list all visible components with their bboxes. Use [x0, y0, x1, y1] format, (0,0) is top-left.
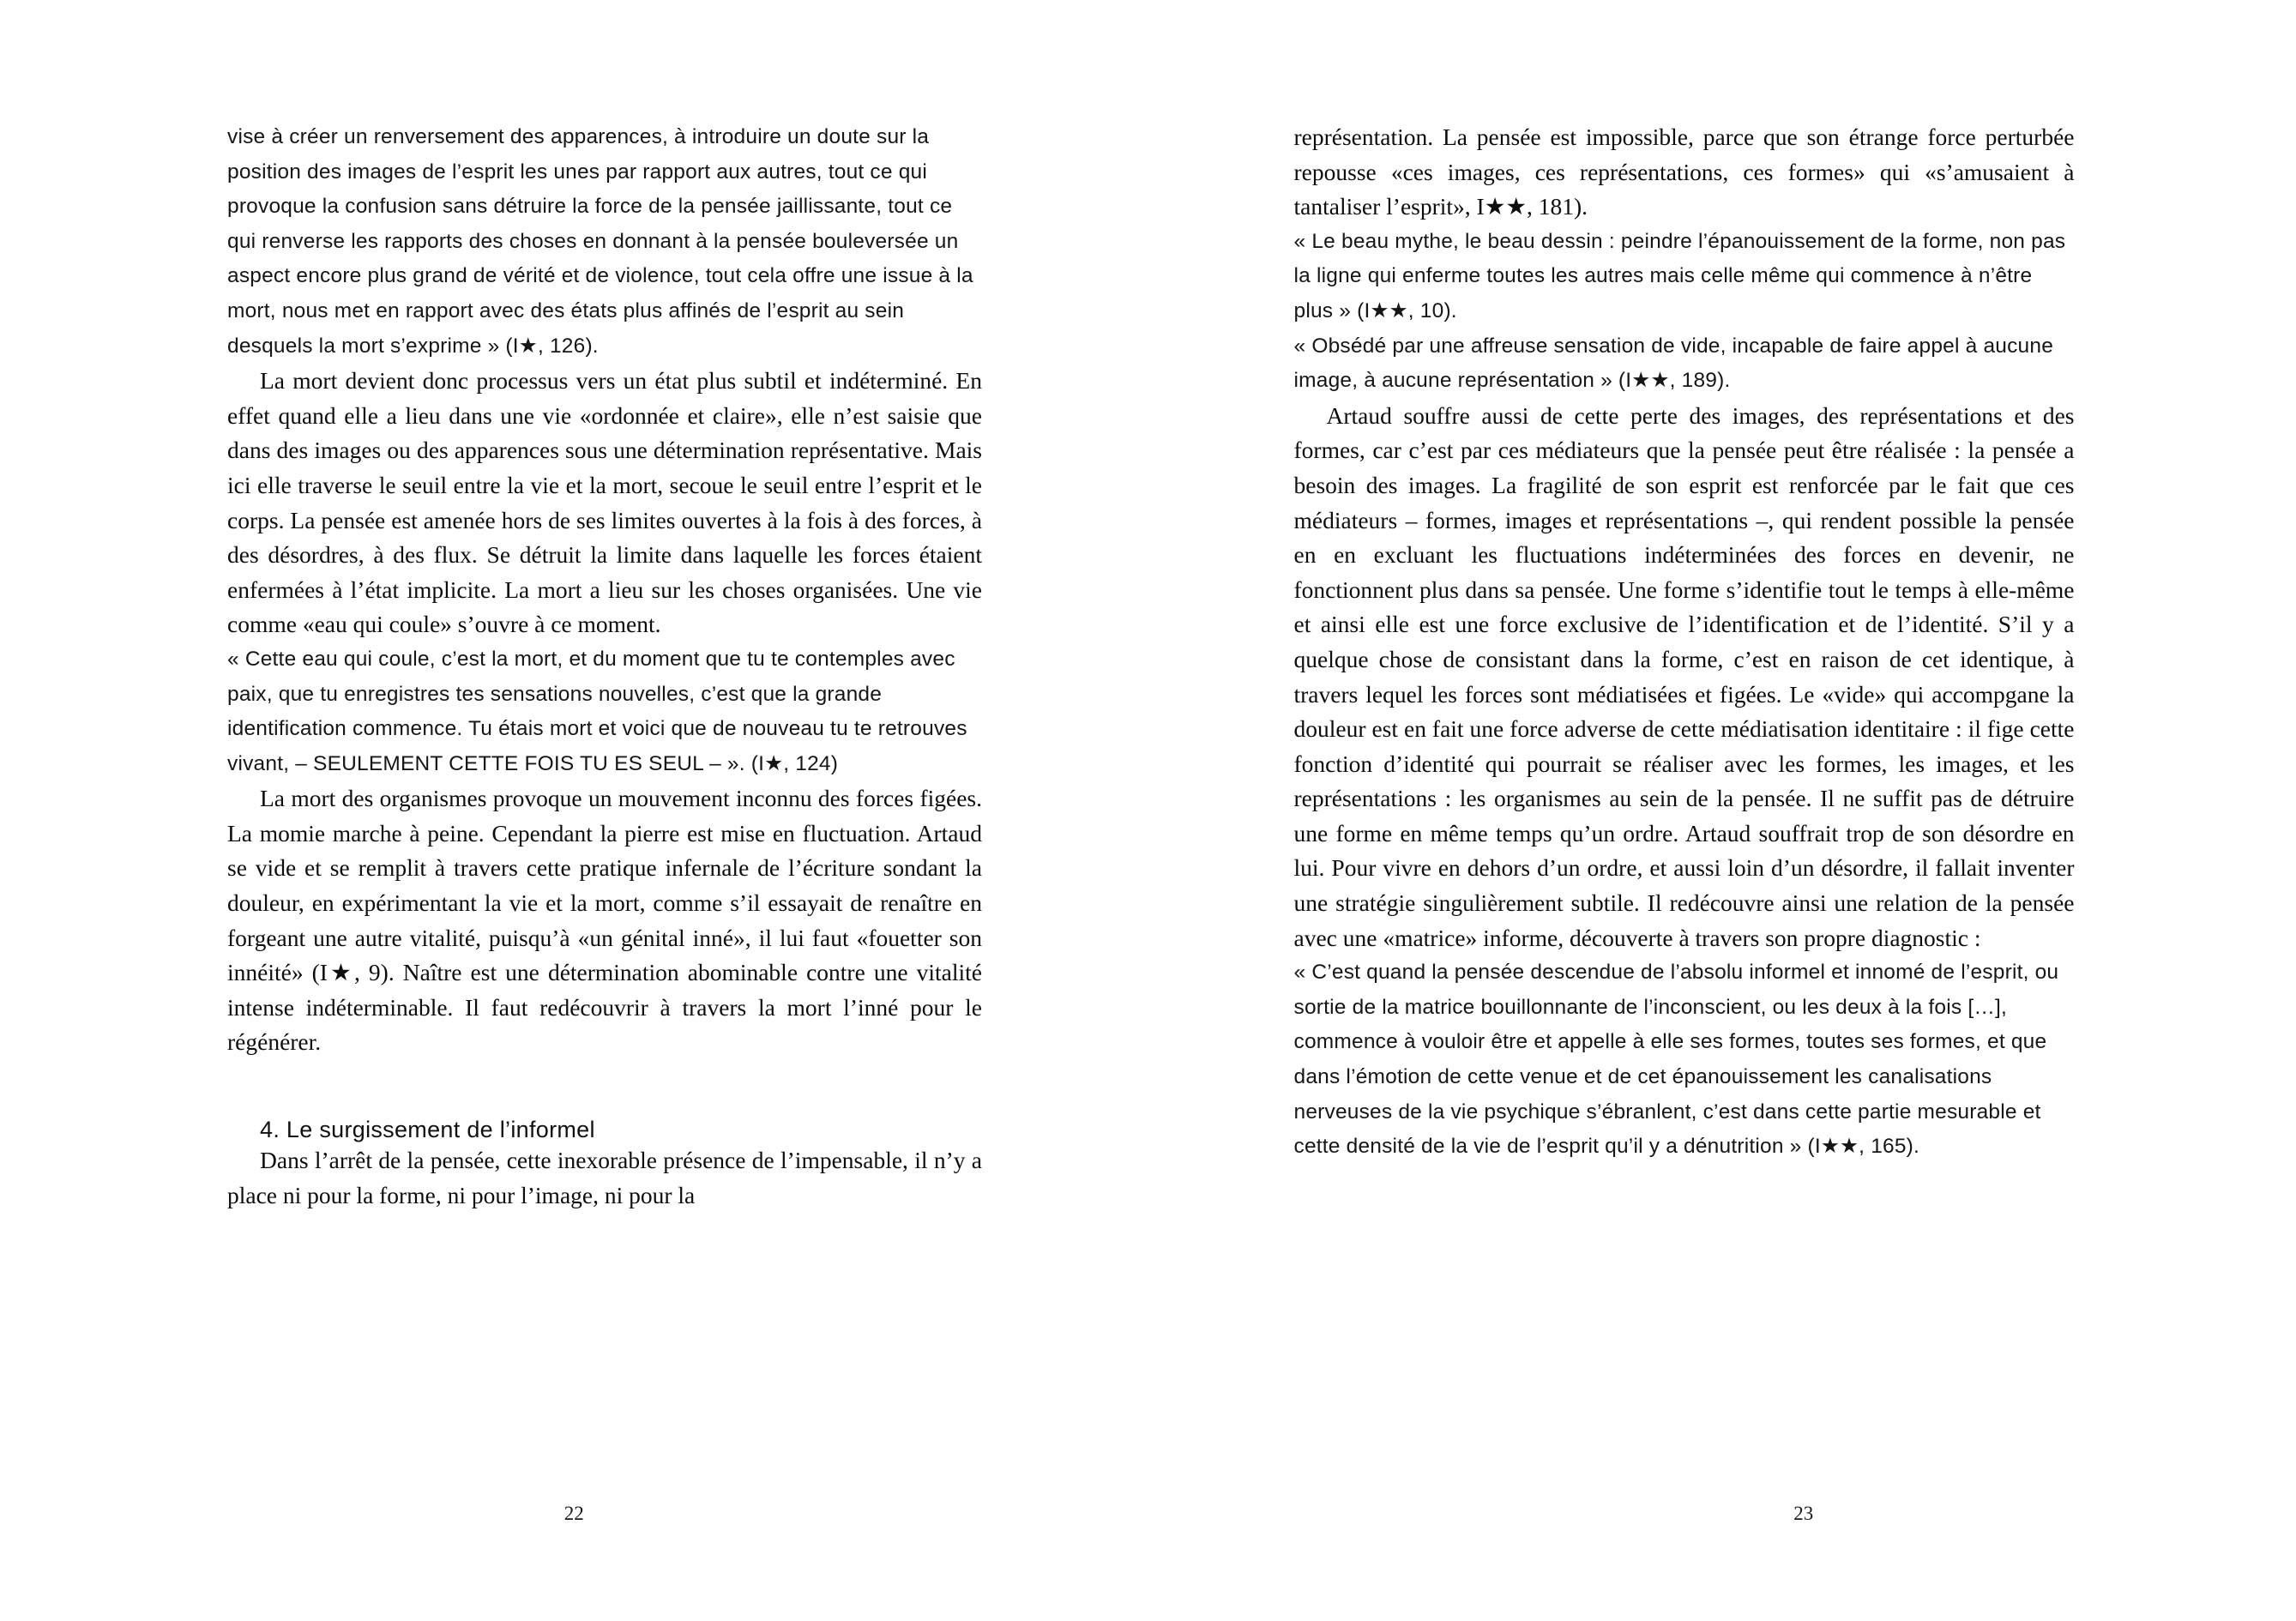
page-right-text-column	[1294, 120, 2075, 1165]
paragraph-mort-processus: La mort devient donc processus vers un état plus subtil et indéterminé. En effet quand elle a lieu dans une vie «ordonnée et claire», elle n’est saisie que dans des images ou des apparences sous une détermination représentative. Mais ici elle traverse le seuil entre la vie et la mort, secoue le seuil entre l’esprit et le corps. La pensée est amenée hors de ses limites ouvertes à la fois à des forces, à des désordres, à des flux. Se détruit la limite dans laquelle les forces étaient enfermées à l’état implicite. La mort a lieu sur les choses organisées. Une vie comme «eau qui coule» s’ouvre à ce moment.	[227, 367, 982, 638]
page-right	[1148, 0, 2296, 1621]
folio-left: 22	[563, 1503, 584, 1524]
paragraph-artaud-souffre: Artaud souffre aussi de cette perte des images, des représentations et des formes, car c’est par ces médiateurs que la pensée peut être réalisée : la pensée a besoin des images. La fragilité de son esprit est renforcée par le fait que ces médiateurs – formes, images et représentations –, qui rendent possible la pensée en en excluant les fluctuations indéterminées des forces en devenir, ne fonctionnent plus dans sa pensée. Une forme s’identifie tout le temps à elle-même et ainsi elle est une force exclusive de l’identification et de l’identité. S’il y a quelque chose de consistant dans la forme, c’est en raison de cet identique, à travers lequel les forces sont médiatisées et figées. Le «vide» qui accompgane la douleur est en fait une force adverse de cette médiatisation identitaire : il fige cette fonction d’identité qui pourrait se réaliser avec les formes, les images, et les représentations : les organismes au sein de la pensée. Il ne suffit pas de détruire une forme en même temps qu’un ordre. Artaud souffrait trop de son désordre en lui. Pour vivre en dehors d’un ordre, et aussi loin d’un désordre, il fallait inventer une stratégie singulièrement subtile. Il redécouvre ainsi une relation de la pensée avec une «matrice» informe, découverte à travers son propre diagnostic :	[1293, 401, 2075, 951]
paragraph-representation: représentation. La pensée est impossible, parce que son étrange force perturbée repousse «ces images, ces représentations, ces formes» qui «s’amusaient à tantaliser l’esprit», I★★, 181).	[1293, 124, 2075, 220]
quote-ii-189: « Obsédé par une affreuse sensation de vide, incapable de faire appel à aucune image, à aucune représentation » (I★★, 189).	[1293, 334, 2054, 393]
paragraph-mort-organismes: La mort des organismes provoque un mouvement inconnu des forces figées. La momie marche à peine. Cependant la pierre est mise en fluctuation. Artaud se vide et se remplit à travers cette pratique infernale de l’écriture sondant la douleur, en expérimentant la vie et la mort, comme s’il essayait de renaître en forgeant une autre vitalité, puisqu’à «un génital inné», il lui faut «fouetter son innéité» (I★, 9). Naître est une détermination abominable contre une vitalité intense indéterminable. Il faut redécouvrir à travers la mort l’inné pour le régénérer.	[227, 785, 982, 1056]
quote-i-126: vise à créer un renversement des apparences, à introduire un doute sur la position des images de l’esprit les unes par rapport aux autres, tout ce qui provoque la confusion sans détruire la force de la pensée jaillissante, tout ce qui renverse les rapports des choses en donnant à la pensée bouleversée un aspect encore plus grand de vérité et de violence, tout cela offre une issue à la mort, nous met en rapport avec des états plus affinés de l’esprit au sein desquels la mort s’exprime » (I★, 126).	[227, 125, 973, 358]
quote-ii-10: « Le beau mythe, le beau dessin : peindre l’épanouissement de la forme, non pas la ligne qui enferme toutes les autres mais celle même qui commence à n’être plus » (I★★, 10).	[1293, 229, 2066, 322]
quote-i-124: « Cette eau qui coule, c’est la mort, et du moment que tu te contemples avec paix, que tu enregistres tes sensations nouvelles, c’est que la grande identification commence. Tu étais mort et voici que de nouveau tu te retrouves vivant, – SEULEMENT CETTE FOIS TU ES SEUL – ». (I★, 124)	[227, 647, 967, 775]
paragraph-arret-pensee: Dans l’arrêt de la pensée, cette inexorable présence de l’impensable, il n’y a place ni pour la forme, ni pour l’image, ni pour la	[227, 1147, 982, 1208]
page-left-text-column	[227, 120, 982, 1213]
section-heading-4: 4. Le surgissement de l’informel	[260, 1117, 595, 1143]
folio-right: 23	[1793, 1503, 1814, 1524]
quote-ii-165: « C’est quand la pensée descendue de l’absolu informel et innomé de l’esprit, ou sortie de la matrice bouillonnante de l’inconscient, ou les deux à la fois […], commence à vouloir être et appelle à elle ses formes, toutes ses formes, et que dans l’émotion de cette venue et de cet épanouissement les canalisations nerveuses de la vie psychique s’ébranlent, c’est dans cette partie mesurable et cette densité de la vie de l’esprit qu’il y a dénutrition » (I★★, 165).	[1293, 961, 2059, 1159]
